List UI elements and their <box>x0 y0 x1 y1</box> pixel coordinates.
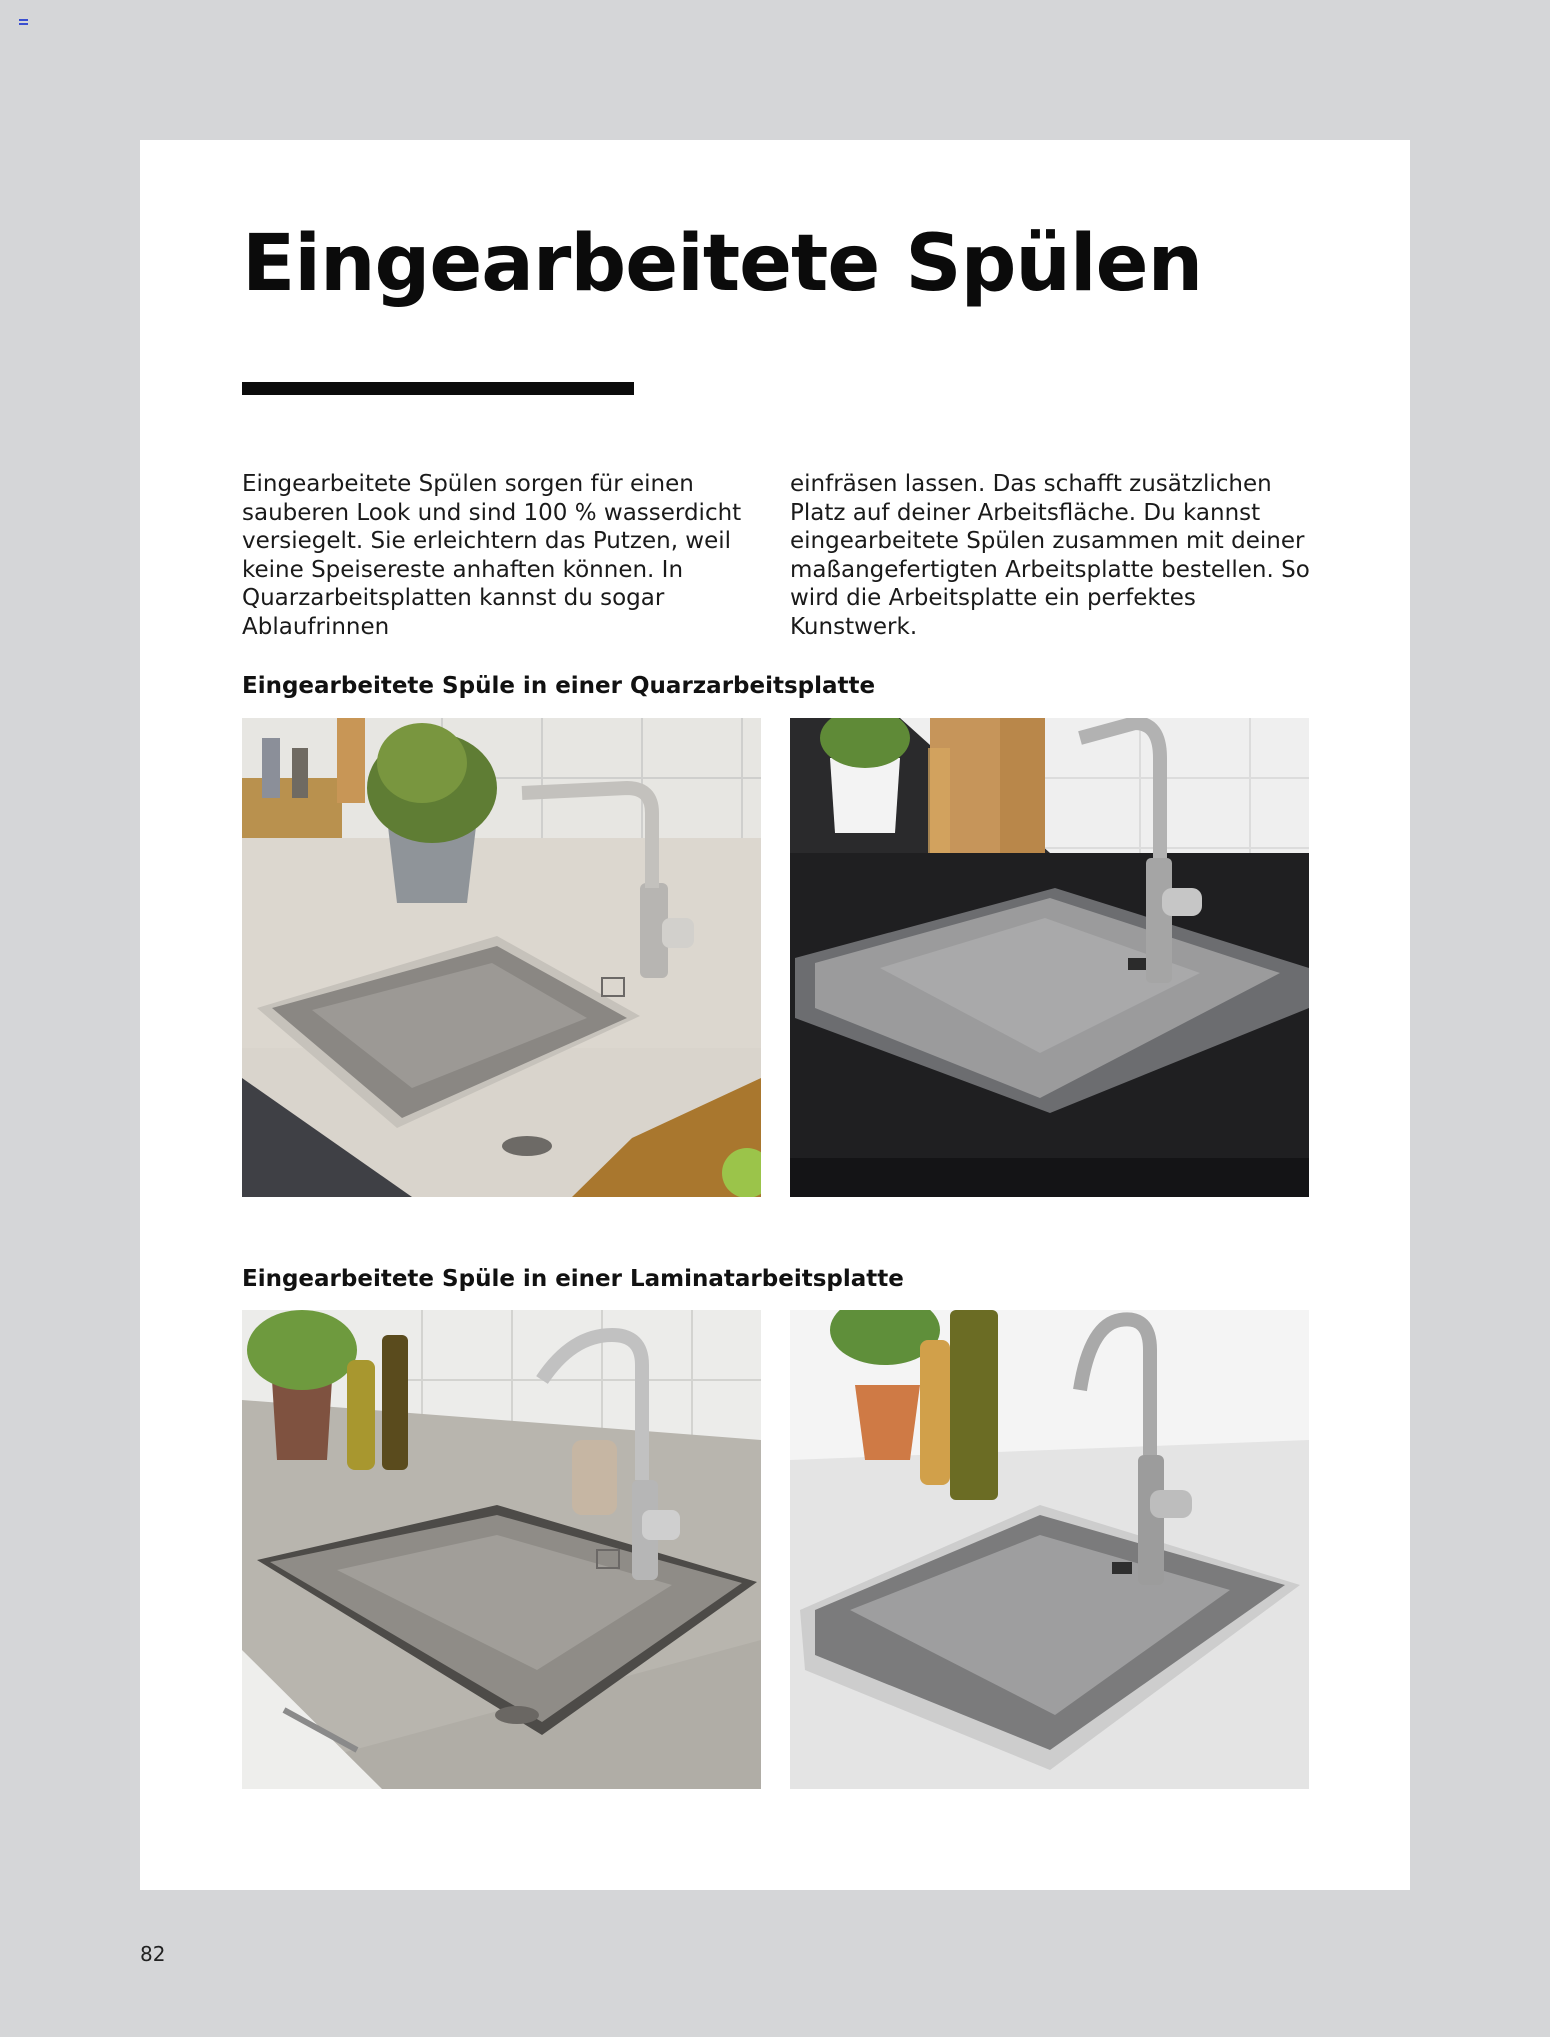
quartz-sink-photo-light <box>242 718 761 1197</box>
section-heading-quartz: Eingearbeitete Spüle in einer Quarzarbeitsplatte <box>242 673 876 699</box>
laminate-sink-photo-stone <box>242 1310 761 1789</box>
quartz-sink-photo-dark <box>790 718 1309 1197</box>
page-number: 82 <box>140 1942 166 1966</box>
intro-text-right: einfräsen lassen. Das schafft zusätzlichen Platz auf deiner Arbeitsfläche. Du kannst eingearbeitete Spülen zusammen mit deiner maßangefertigten Arbeitsplatte bestellen. So wird die Arbeitsplatte ein perfektes Kunstwerk. <box>790 471 1310 640</box>
intro-text-left: Eingearbeitete Spülen sorgen für einen sauberen Look und sind 100 % wasserdicht versiegelt. Sie erleichtern das Putzen, weil keine Speisereste anhaften können. In Quarzarbeitsplatten kannst du sogar Ablaufrinnen <box>242 471 742 640</box>
content-panel <box>140 140 1410 1890</box>
section-heading-laminate: Eingearbeitete Spüle in einer Laminatarbeitsplatte <box>242 1266 904 1292</box>
page-title: Eingearbeitete Spülen <box>242 219 1203 309</box>
laminate-sink-photo-white <box>790 1310 1309 1789</box>
menu-icon[interactable] <box>19 18 28 26</box>
title-underline <box>242 382 634 395</box>
